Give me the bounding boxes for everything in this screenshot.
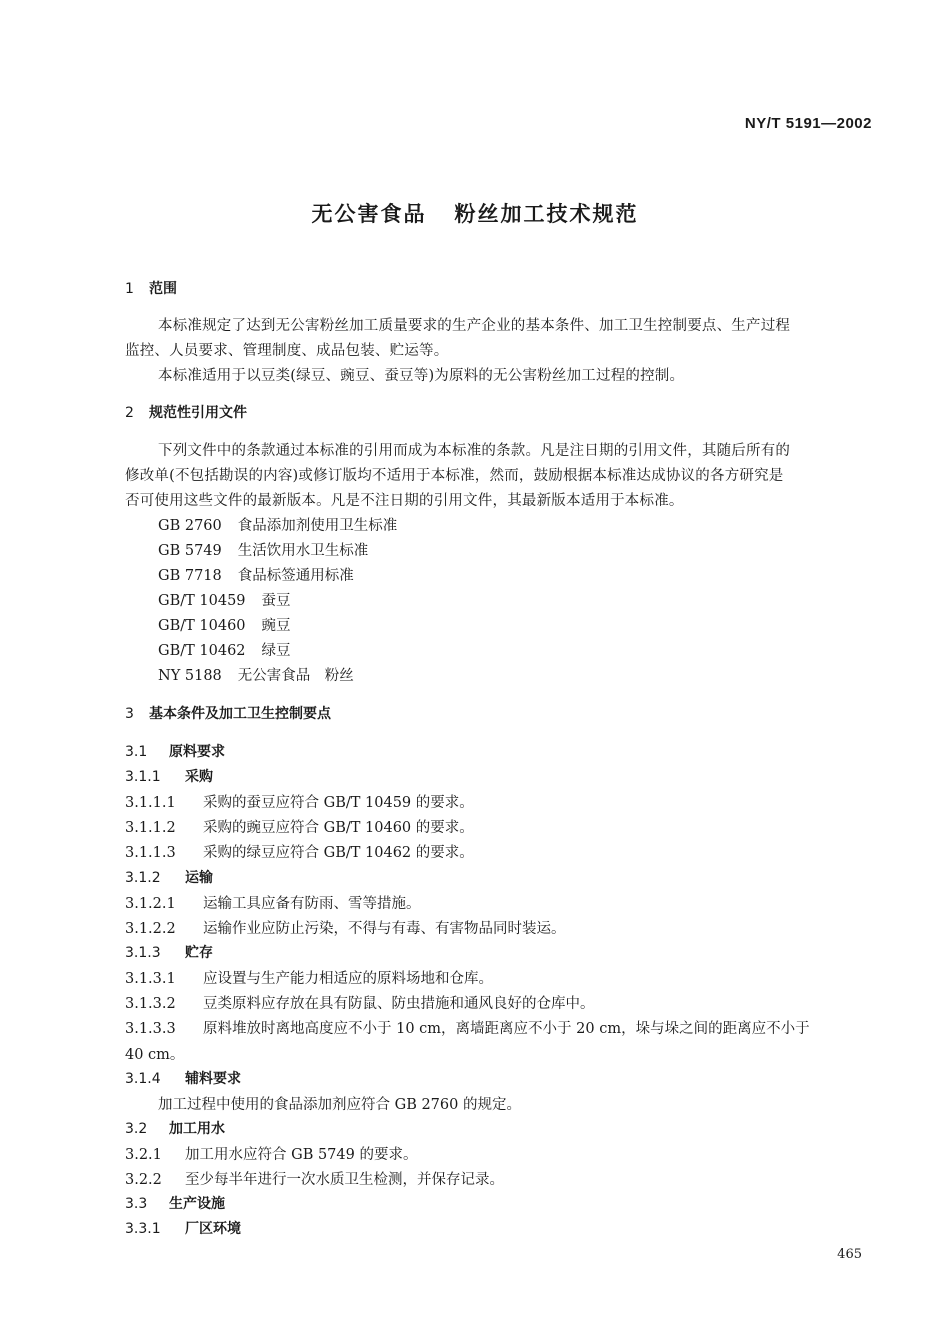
section-3-1-4-heading: 3.1.4 辅料要求: [125, 1071, 241, 1087]
section-3-heading: 3 基本条件及加工卫生控制要点: [125, 706, 331, 722]
clause-3-2-1: 3.2.1 加工用水应符合 GB 5749 的要求。: [125, 1147, 418, 1163]
clause-3-1-3-3: 3.1.3.3 原料堆放时离地高度应不小于 10 cm，离墙距离应不小于 20 cm，垛与垛之间的距离应不小于: [125, 1021, 810, 1037]
section-1-heading: 1 范围: [125, 281, 177, 297]
reference-item: GB/T 10459 蚕豆: [158, 593, 291, 609]
standard-code: NY/T 5191—2002: [744, 115, 872, 132]
reference-item: GB/T 10460 豌豆: [158, 618, 291, 634]
section-3-3-1-heading: 3.3.1 厂区环境: [125, 1221, 241, 1237]
clause-3-1-1-3: 3.1.1.3 采购的绿豆应符合 GB/T 10462 的要求。: [125, 845, 474, 861]
clause-3-1-3-3-cont: 40 cm。: [125, 1047, 185, 1063]
reference-item: GB 7718 食品标签通用标准: [158, 568, 354, 584]
section-3-1-heading: 3.1 原料要求: [125, 744, 225, 760]
section-2-para-line1: 下列文件中的条款通过本标准的引用而成为本标准的条款。凡是注日期的引用文件，其随后所有的: [158, 443, 791, 459]
clause-3-1-2-2: 3.1.2.2 运输作业应防止污染，不得与有毒、有害物品同时装运。: [125, 921, 566, 937]
section-3-1-2-heading: 3.1.2 运输: [125, 870, 213, 886]
reference-item: NY 5188 无公害食品 粉丝: [158, 668, 354, 684]
reference-item: GB/T 10462 绿豆: [158, 643, 291, 659]
section-3-1-1-heading: 3.1.1 采购: [125, 769, 213, 785]
section-3-2-heading: 3.2 加工用水: [125, 1121, 225, 1137]
section-2-heading: 2 规范性引用文件: [125, 405, 247, 421]
document-title: [0, 198, 950, 228]
page-number: 465: [837, 1247, 862, 1262]
clause-3-1-2-1: 3.1.2.1 运输工具应备有防雨、雪等措施。: [125, 896, 421, 912]
clause-3-1-3-1: 3.1.3.1 应设置与生产能力相适应的原料场地和仓库。: [125, 971, 493, 987]
title-part1: 无公害食品: [311, 202, 427, 226]
clause-3-1-1-2: 3.1.1.2 采购的豌豆应符合 GB/T 10460 的要求。: [125, 820, 474, 836]
title-part2: 粉丝加工技术规范: [454, 202, 639, 226]
clause-3-2-2: 3.2.2 至少每半年进行一次水质卫生检测，并保存记录。: [125, 1172, 504, 1188]
section-3-3-heading: 3.3 生产设施: [125, 1196, 225, 1212]
reference-item: GB 5749 生活饮用水卫生标准: [158, 543, 369, 559]
section-3-1-3-heading: 3.1.3 贮存: [125, 945, 213, 961]
clause-3-1-3-2: 3.1.3.2 豆类原料应存放在具有防鼠、防虫措施和通风良好的仓库中。: [125, 996, 595, 1012]
section-2-para-line3: 否可使用这些文件的最新版本。凡是不注日期的引用文件，其最新版本适用于本标准。: [125, 493, 684, 509]
section-2-para-line2: 修改单(不包括勘误的内容)或修订版均不适用于本标准，然而，鼓励根据本标准达成协议的各方研究是: [125, 468, 784, 484]
clause-3-1-1-1: 3.1.1.1 采购的蚕豆应符合 GB/T 10459 的要求。: [125, 795, 474, 811]
section-1-para1-line1: 本标准规定了达到无公害粉丝加工质量要求的生产企业的基本条件、加工卫生控制要点、生产过程: [158, 318, 791, 334]
section-1-para2: 本标准适用于以豆类(绿豆、豌豆、蚕豆等)为原料的无公害粉丝加工过程的控制。: [158, 368, 685, 384]
section-1-para1-line2: 监控、人员要求、管理制度、成品包装、贮运等。: [125, 343, 449, 359]
clause-3-1-4-text: 加工过程中使用的食品添加剂应符合 GB 2760 的规定。: [158, 1097, 521, 1113]
reference-item: GB 2760 食品添加剂使用卫生标准: [158, 518, 398, 534]
